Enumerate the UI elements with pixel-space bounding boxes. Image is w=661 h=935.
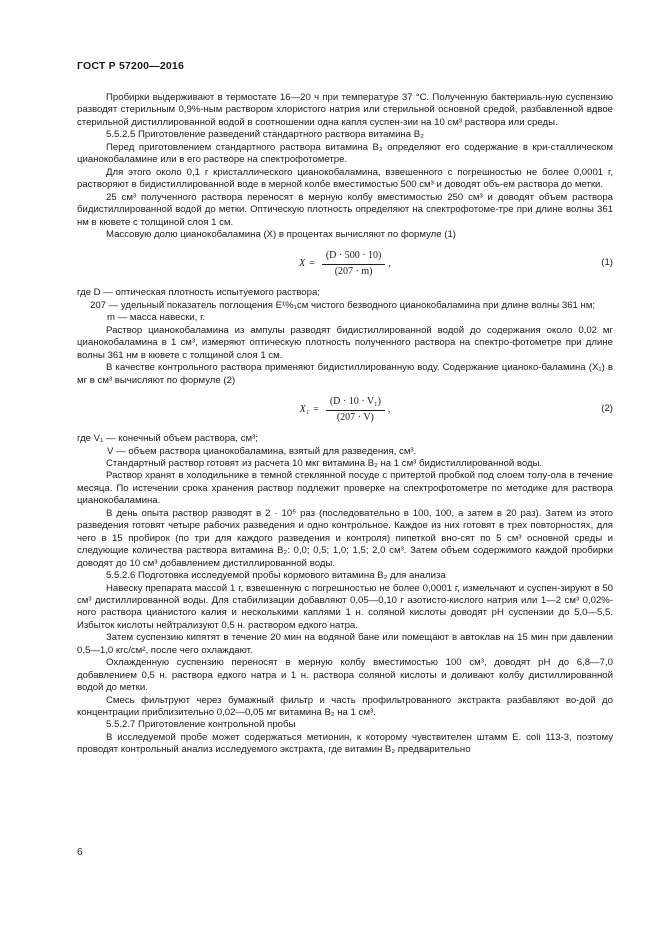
formula-2-denominator: (207 · V) [336, 411, 374, 423]
paragraph: Раствор цианокобаламина из ампулы разводят бидистиллированной водой до содержания около 0,02 мг цианокобаламина в 1 см³, измеряют оптическую плотность полученного раствора на спектро-фотометре при длине волны 361 нм в кювете с толщиной слоя 1 см. [77, 324, 613, 361]
paragraph: Смесь фильтруют через бумажный фильтр и часть профильтрованного экстракта разбавляют во-дой до концентрации приблизительно 0,02—0,05 мг витамина В₂ на 1 см³. [77, 694, 613, 719]
paragraph: Раствор хранят в холодильнике в темной стеклянной посуде с притертой пробкой под слоем толу-ола в течение месяца. По истечении срока хранения раствор подлежит проверке на спектрофотометре по методике для раствора цианокобаламина. [77, 470, 613, 507]
formula-1-equals: = [309, 258, 315, 270]
formula-1-tail: , [388, 258, 391, 270]
formula-2-numerator: (D · 10 · V₁) [326, 396, 385, 410]
paragraph: Стандартный раствор готовят из расчета 10 мкг витамина В₂ на 1 см³ бидистиллированной воды. [106, 457, 543, 469]
page-number: 6 [77, 847, 83, 858]
formula-2-fraction [326, 396, 385, 424]
where-line: где D — оптическая плотность испытуемого раствора; [77, 287, 320, 299]
formula-1-denominator: (207 · m) [334, 265, 373, 277]
formula-2-tail: , [387, 403, 391, 415]
formula-2 [77, 393, 613, 427]
formula-1-fraction [322, 250, 386, 278]
where-line: 207 — удельный показатель поглощения E¹%₁см чистого безводного цианокобаламина при длине волны 361 нм; [90, 299, 596, 311]
section-heading: 5.5.2.6 Подготовка исследуемой пробы кормового витамина В₂ для анализа [106, 570, 446, 582]
formula-1-numerator: (D · 500 · 10) [322, 250, 386, 264]
paragraph: 25 см³ полученного раствора переносят в мерную колбу вместимостью 250 см³ и доводят объем раствора бидистиллированной водой до метки. Оптическую плотность определяют на спектрофотоме-тре при длине волны 361 нм в кювете с толщиной слоя 1 см. [77, 191, 613, 228]
paragraph: В день опыта раствор разводят в 2 · 10⁵ раз (последовательно в 100, 100, а затем в 20 раз). Затем из этого разведения готовят четыре рабочих разведения и одно контрольное. Каждое из них готовят в трех повторностях, для чего в 15 пробирок (по три для каждого разведения и контроля) пипеткой вно-сят по 5 см³ основной среды и следующие количества раствора витамина В₂: 0,0; 0,5; 1,0; 1,5; 2,0 см³. Затем объем содержимого каждой пробирки доводят до 10 см³ добавлением дистиллированной воды. [77, 507, 613, 569]
formula-1-number: (1) [601, 257, 613, 269]
paragraph: В исследуемой пробе может содержаться метионин, к которому чувствителен штамм E. coli 113-3, поэтому проводят контрольный анализ исследуемого экстракта, где витамин В₂ предварительно [77, 731, 613, 756]
section-heading: 5.5.2.7 Приготовление контрольной пробы [106, 719, 296, 731]
formula-2-equals: = [313, 403, 319, 415]
formula-1-lhs: X [299, 258, 306, 270]
paragraph: Пробирки выдерживают в термостате 16—20 ч при температуре 37 °С. Полученную бактериаль-ную суспензию разводят стерильным 0,9%-ным раствором хлористого натрия или стерильной основной средой, разбавленной вдвое стерильной дистиллированной водой в соотношении одна капля суспен-зии на 10 см³ раствора или среды. [77, 92, 613, 128]
page-header: ГОСТ Р 57200—2016 [77, 60, 185, 72]
where-line: где V₁ — конечный объем раствора, см³; [77, 433, 258, 445]
formula-2-number: (2) [601, 403, 613, 415]
formula-2-lhs: X₁ [299, 403, 310, 415]
paragraph: Затем суспензию кипятят в течение 20 мин на водяной бане или помещают в автоклав на 15 мин при давлении 0,5—1,0 кгс/см², после чего охлаждают. [77, 632, 613, 656]
paragraph: Для этого около 0,1 г кристаллического цианокобаламина, взвешенного с погрешностью не более 0,0001 г, растворяют в бидистиллированной воде в мерной колбе вместимостью 500 см³ и доводят объ-ем раствора до метки. [77, 166, 613, 191]
where-line: m — масса навески, г. [107, 312, 206, 324]
section-heading: 5.5.2.5 Приготовление разведений стандартного раствора витамина В₂ [106, 129, 424, 141]
paragraph: Перед приготовлением стандартного раствора витамина В₂ определяют его содержание в кри-сталлическом цианокобаламине или в его растворе на спектрофотометре. [77, 141, 613, 166]
paragraph: Охлажденную суспензию переносят в мерную колбу вместимостью 100 см³, доводят рН до 6,8—7,0 добавлением 0,5 н. раствора едкого натра и 1 н. раствора соляной кислоты и доливают колбу дистиллированной водой до метки. [77, 657, 613, 694]
formula-1 [77, 247, 613, 281]
body-text [77, 92, 613, 757]
paragraph: В качестве контрольного раствора применяют бидистиллированную воду. Содержание цианоко-баламина (X₁) в мг в см³ вычисляют по формуле (2) [77, 362, 613, 386]
paragraph: Навеску препарата массой 1 г, взвешенную с погрешностью не более 0,0001 г, измельчают и суспен-зируют в 50 см³ дистиллированной воды. Для стабилизации добавляют 0,05—0,10 г азотисто-кислого натрия или 1—2 см³ 0,02%-ного раствора цианистого калия и несколькими каплями 1 н. соляной кислоты доводят рН суспензии до 5,0—5,5. Избыток кислоты нейтрализуют 0,5 н. раствором едкого натра. [77, 582, 613, 631]
where-line: V — объем раствора цианокобаламина, взятый для разведения, см³. [107, 445, 417, 457]
paragraph: Массовую долю цианокобаламина (X) в процентах вычисляют по формуле (1) [106, 228, 457, 240]
